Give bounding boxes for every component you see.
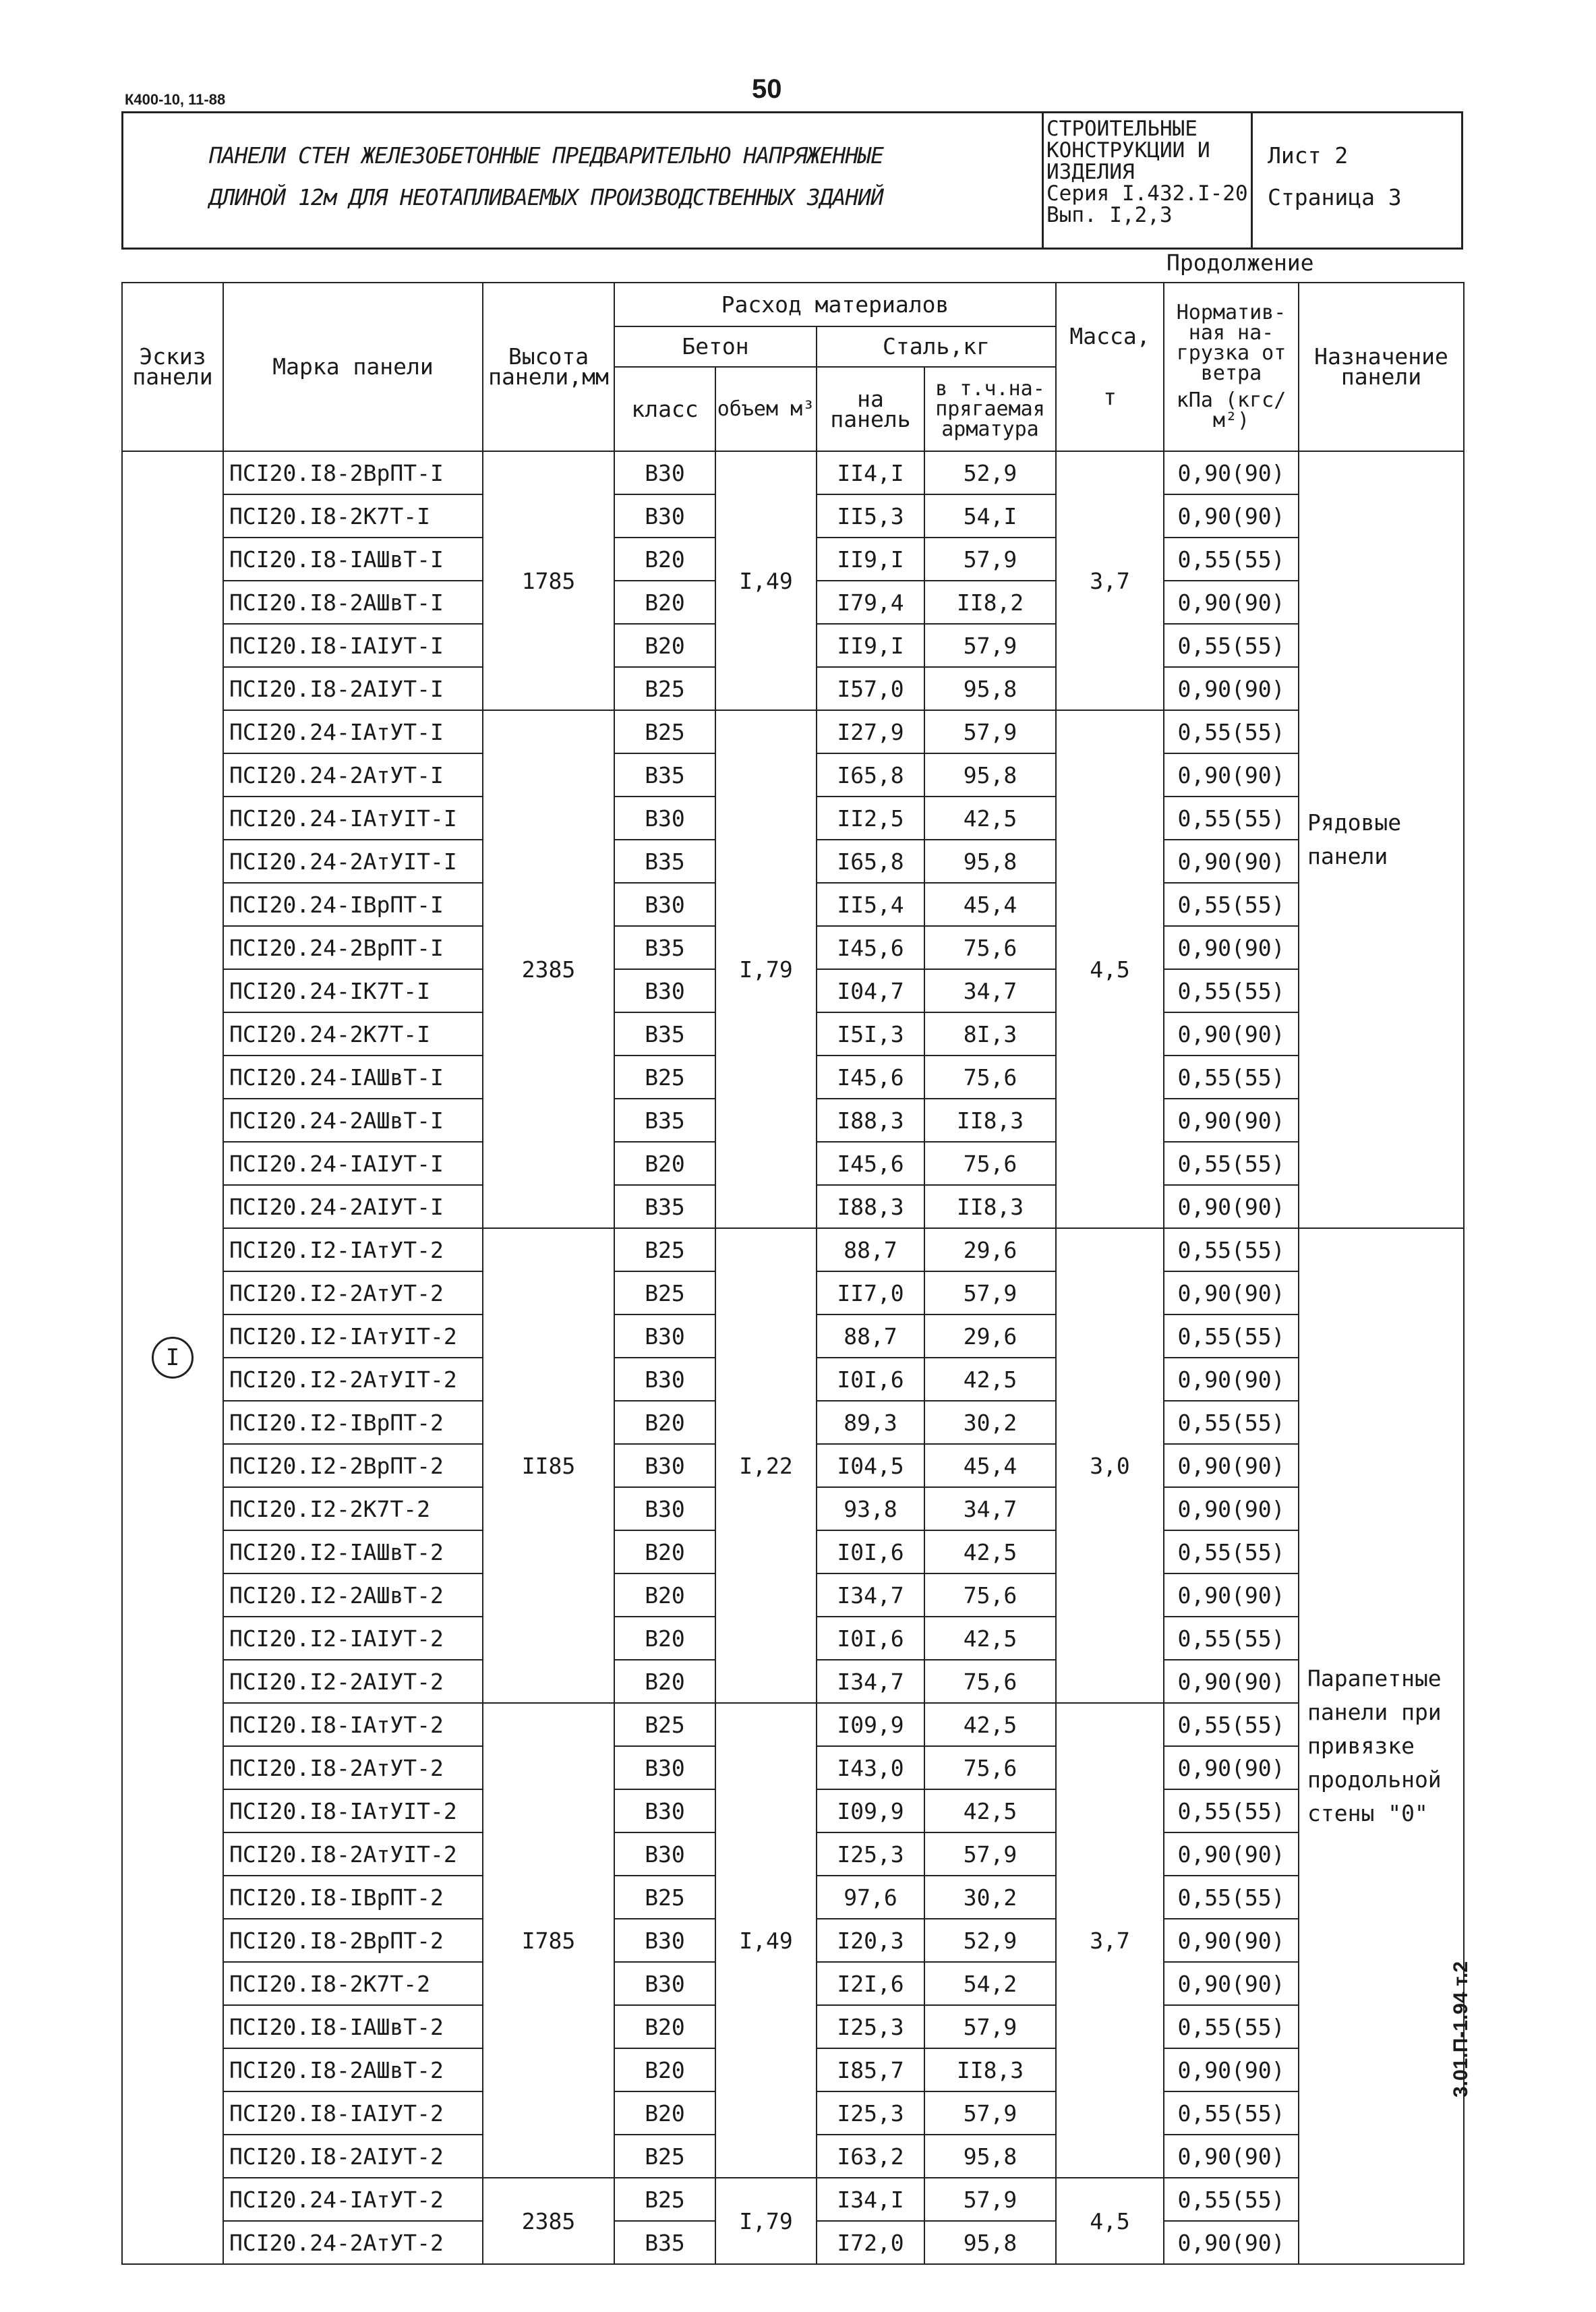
prestressed-cell: 42,5 <box>924 797 1056 840</box>
wind-load-cell: 0,90(90) <box>1164 753 1299 797</box>
header-steel: Сталь,кг <box>817 326 1056 367</box>
mark-cell: ПСI20.I8-IАIУТ-I <box>223 624 483 667</box>
steel-cell: I88,3 <box>817 1099 924 1142</box>
mark-cell: ПСI20.I8-2К7Т-I <box>223 494 483 538</box>
wind-load-cell: 0,90(90) <box>1164 1358 1299 1401</box>
purpose-parapet: Парапетные панели при привязке продольной стены "0" <box>1299 1228 1464 2264</box>
class-cell: В20 <box>614 624 715 667</box>
steel-cell: I65,8 <box>817 753 924 797</box>
wind-load-cell: 0,90(90) <box>1164 1832 1299 1876</box>
mark-cell: ПСI20.24-2АтУТ-2 <box>223 2221 483 2264</box>
continuation-label: Продолжение <box>1166 250 1314 276</box>
prestressed-cell: 45,4 <box>924 883 1056 926</box>
prestressed-cell: 57,9 <box>924 710 1056 753</box>
wind-load-cell: 0,90(90) <box>1164 1919 1299 1962</box>
prestressed-cell: 57,9 <box>924 2005 1056 2048</box>
volume-cell: I,79 <box>715 2178 817 2264</box>
prestressed-cell: 75,6 <box>924 1746 1056 1789</box>
class-cell: В30 <box>614 1789 715 1832</box>
class-cell: В25 <box>614 1228 715 1271</box>
steel-cell: I2I,6 <box>817 1962 924 2005</box>
wind-load-cell: 0,55(55) <box>1164 1703 1299 1746</box>
wind-load-cell: 0,55(55) <box>1164 1142 1299 1185</box>
series-label: Серия I.432.I-20 <box>1046 181 1248 206</box>
class-cell: В20 <box>614 1401 715 1444</box>
steel-cell: I25,3 <box>817 2091 924 2135</box>
steel-cell: II5,3 <box>817 494 924 538</box>
steel-cell: 97,6 <box>817 1876 924 1919</box>
steel-cell: I0I,6 <box>817 1617 924 1660</box>
class-cell: В25 <box>614 667 715 710</box>
page-number: 50 <box>752 74 782 104</box>
steel-cell: I0I,6 <box>817 1358 924 1401</box>
mark-cell: ПСI20.I8-2ВрПТ-I <box>223 451 483 494</box>
prestressed-cell: 95,8 <box>924 2221 1056 2264</box>
document-code: К400-10, 11-88 <box>125 91 226 108</box>
class-cell: В30 <box>614 883 715 926</box>
class-cell: В30 <box>614 1746 715 1789</box>
class-cell: В35 <box>614 1099 715 1142</box>
prestressed-cell: 54,I <box>924 494 1056 538</box>
header-wind-unit: кПа (кгс/м²) <box>1176 388 1287 432</box>
steel-cell: I34,7 <box>817 1573 924 1617</box>
sheet-block <box>1268 135 1402 219</box>
class-cell: В35 <box>614 1012 715 1056</box>
wind-load-cell: 0,90(90) <box>1164 2048 1299 2091</box>
mark-cell: ПСI20.24-2АтУIТ-I <box>223 840 483 883</box>
mark-cell: ПСI20.24-IВрПТ-I <box>223 883 483 926</box>
wind-load-cell: 0,90(90) <box>1164 1099 1299 1142</box>
class-cell: В30 <box>614 1832 715 1876</box>
wind-load-cell: 0,55(55) <box>1164 1401 1299 1444</box>
prestressed-cell: 54,2 <box>924 1962 1056 2005</box>
steel-cell: I09,9 <box>817 1703 924 1746</box>
prestressed-cell: 42,5 <box>924 1789 1056 1832</box>
steel-cell: 93,8 <box>817 1487 924 1530</box>
prestressed-cell: 34,7 <box>924 1487 1056 1530</box>
prestressed-cell: 57,9 <box>924 2091 1056 2135</box>
steel-cell: 88,7 <box>817 1228 924 1271</box>
class-cell: В30 <box>614 797 715 840</box>
wind-load-cell: 0,55(55) <box>1164 710 1299 753</box>
wind-load-cell: 0,90(90) <box>1164 494 1299 538</box>
wind-load-cell: 0,90(90) <box>1164 2135 1299 2178</box>
header-height: Высота панели,мм <box>483 283 614 451</box>
steel-cell: I04,7 <box>817 969 924 1012</box>
class-cell: В20 <box>614 1142 715 1185</box>
prestressed-cell: II8,3 <box>924 1185 1056 1228</box>
mark-cell: ПСI20.I2-2АтУТ-2 <box>223 1271 483 1314</box>
mark-cell: ПСI20.I2-2ВрПТ-2 <box>223 1444 483 1487</box>
category-line: ИЗДЕЛИЯ <box>1046 160 1135 184</box>
prestressed-cell: 75,6 <box>924 1660 1056 1703</box>
wind-load-cell: 0,55(55) <box>1164 1228 1299 1271</box>
mark-cell: ПСI20.24-2АIУТ-I <box>223 1185 483 1228</box>
mark-cell: ПСI20.I2-IАIУТ-2 <box>223 1617 483 1660</box>
mark-cell: ПСI20.24-2АШвТ-I <box>223 1099 483 1142</box>
table-row <box>122 451 1464 494</box>
mark-cell: ПСI20.I2-IАШвТ-2 <box>223 1530 483 1573</box>
mass-cell: 3,7 <box>1056 451 1164 710</box>
prestressed-cell: 8I,3 <box>924 1012 1056 1056</box>
prestressed-cell: 42,5 <box>924 1703 1056 1746</box>
header-wind-label: Норматив-ная на-грузка от ветра <box>1176 301 1287 385</box>
class-cell: В20 <box>614 1660 715 1703</box>
wind-load-cell: 0,90(90) <box>1164 581 1299 624</box>
steel-cell: I27,9 <box>817 710 924 753</box>
class-cell: В20 <box>614 1617 715 1660</box>
steel-cell: I5I,3 <box>817 1012 924 1056</box>
steel-cell: II9,I <box>817 538 924 581</box>
steel-cell: I34,7 <box>817 1660 924 1703</box>
wind-load-cell: 0,55(55) <box>1164 1789 1299 1832</box>
steel-cell: I34,I <box>817 2178 924 2221</box>
steel-cell: I88,3 <box>817 1185 924 1228</box>
class-cell: В20 <box>614 538 715 581</box>
prestressed-cell: II8,3 <box>924 2048 1056 2091</box>
mark-cell: ПСI20.I8-IАШвТ-2 <box>223 2005 483 2048</box>
mark-cell: ПСI20.I8-2АШвТ-I <box>223 581 483 624</box>
prestressed-cell: 57,9 <box>924 1271 1056 1314</box>
mark-cell: ПСI20.24-2АтУТ-I <box>223 753 483 797</box>
mark-cell: ПСI20.I2-IАтУТ-2 <box>223 1228 483 1271</box>
sheet-label: Лист 2 <box>1268 142 1349 169</box>
class-cell: В20 <box>614 1573 715 1617</box>
mass-cell: 3,7 <box>1056 1703 1164 2178</box>
title-divider <box>1251 111 1253 250</box>
class-cell: В30 <box>614 1962 715 2005</box>
prestressed-cell: II8,2 <box>924 581 1056 624</box>
class-cell: В20 <box>614 1530 715 1573</box>
prestressed-cell: 30,2 <box>924 1876 1056 1919</box>
table-row <box>122 1703 1464 1746</box>
purpose-ordinary: Рядовые панели <box>1299 451 1464 1228</box>
wind-load-cell: 0,55(55) <box>1164 2005 1299 2048</box>
steel-cell: I25,3 <box>817 2005 924 2048</box>
steel-cell: I72,0 <box>817 2221 924 2264</box>
wind-load-cell: 0,55(55) <box>1164 1530 1299 1573</box>
class-cell: В25 <box>614 2135 715 2178</box>
height-cell: 2385 <box>483 710 614 1228</box>
wind-load-cell: 0,55(55) <box>1164 2091 1299 2135</box>
mass-cell: 3,0 <box>1056 1228 1164 1703</box>
wind-load-cell: 0,55(55) <box>1164 1056 1299 1099</box>
wind-load-cell: 0,90(90) <box>1164 1271 1299 1314</box>
category-line: КОНСТРУКЦИИ И <box>1046 138 1210 163</box>
steel-cell: II7,0 <box>817 1271 924 1314</box>
steel-cell: I25,3 <box>817 1832 924 1876</box>
height-cell: I785 <box>483 1703 614 2178</box>
mark-cell: ПСI20.24-IАIУТ-I <box>223 1142 483 1185</box>
volume-cell: I,79 <box>715 710 817 1228</box>
header-wind-load <box>1164 283 1299 451</box>
class-cell: В25 <box>614 2178 715 2221</box>
class-cell: В25 <box>614 1056 715 1099</box>
steel-cell: II2,5 <box>817 797 924 840</box>
steel-cell: I63,2 <box>817 2135 924 2178</box>
wind-load-cell: 0,90(90) <box>1164 1185 1299 1228</box>
category-block <box>1046 118 1248 226</box>
steel-cell: I04,5 <box>817 1444 924 1487</box>
wind-load-cell: 0,90(90) <box>1164 1962 1299 2005</box>
title-line: ДЛИНОЙ 12м ДЛЯ НЕОТАПЛИВАЕМЫХ ПРОИЗВОДСТВЕННЫХ ЗДАНИЙ <box>209 184 883 210</box>
wind-load-cell: 0,90(90) <box>1164 1573 1299 1617</box>
header-concrete: Бетон <box>614 326 817 367</box>
prestressed-cell: 95,8 <box>924 840 1056 883</box>
header-sketch: Эскиз панели <box>122 283 223 451</box>
steel-cell: II9,I <box>817 624 924 667</box>
class-cell: В20 <box>614 2091 715 2135</box>
header-class: класс <box>614 367 715 451</box>
mark-cell: ПСI20.I8-IАШвТ-I <box>223 538 483 581</box>
steel-cell: I45,6 <box>817 926 924 969</box>
prestressed-cell: 30,2 <box>924 1401 1056 1444</box>
class-cell: В35 <box>614 1185 715 1228</box>
mark-cell: ПСI20.I8-2АтУТ-2 <box>223 1746 483 1789</box>
height-cell: 2385 <box>483 2178 614 2264</box>
wind-load-cell: 0,90(90) <box>1164 2221 1299 2264</box>
prestressed-cell: 95,8 <box>924 667 1056 710</box>
title-line: ПАНЕЛИ СТЕН ЖЕЛЕЗОБЕТОННЫЕ ПРЕДВАРИТЕЛЬНО НАПРЯЖЕННЫЕ <box>209 142 883 169</box>
wind-load-cell: 0,90(90) <box>1164 840 1299 883</box>
header-per-panel: на панель <box>817 367 924 451</box>
wind-load-cell: 0,55(55) <box>1164 538 1299 581</box>
volume-cell: I,22 <box>715 1228 817 1703</box>
prestressed-cell: 75,6 <box>924 1142 1056 1185</box>
mass-cell: 4,5 <box>1056 710 1164 1228</box>
header-prestressed: в т.ч.на-прягаемая арматура <box>924 367 1056 451</box>
class-cell: В30 <box>614 969 715 1012</box>
steel-cell: II4,I <box>817 451 924 494</box>
class-cell: В30 <box>614 1919 715 1962</box>
prestressed-cell: 57,9 <box>924 624 1056 667</box>
wind-load-cell: 0,55(55) <box>1164 2178 1299 2221</box>
wind-load-cell: 0,90(90) <box>1164 667 1299 710</box>
volume-cell: I,49 <box>715 1703 817 2178</box>
height-cell: 1785 <box>483 451 614 710</box>
mark-cell: ПСI20.I2-2АШвТ-2 <box>223 1573 483 1617</box>
mark-cell: ПСI20.I8-2АIУТ-2 <box>223 2135 483 2178</box>
class-cell: В35 <box>614 2221 715 2264</box>
wind-load-cell: 0,55(55) <box>1164 1876 1299 1919</box>
steel-cell: I0I,6 <box>817 1530 924 1573</box>
wind-load-cell: 0,55(55) <box>1164 1314 1299 1358</box>
wind-load-cell: 0,90(90) <box>1164 926 1299 969</box>
steel-cell: 88,7 <box>817 1314 924 1358</box>
side-code: 3.01.П-1.94 т.2 <box>1450 1961 1472 2098</box>
header-mass-unit: т <box>1103 384 1117 410</box>
class-cell: В35 <box>614 926 715 969</box>
header-mass-label: Масса, <box>1069 323 1150 349</box>
steel-cell: I20,3 <box>817 1919 924 1962</box>
mark-cell: ПСI20.I2-2АтУIТ-2 <box>223 1358 483 1401</box>
prestressed-cell: 57,9 <box>924 1832 1056 1876</box>
wind-load-cell: 0,55(55) <box>1164 1617 1299 1660</box>
steel-cell: 89,3 <box>817 1401 924 1444</box>
mark-cell: ПСI20.24-IАтУТ-2 <box>223 2178 483 2221</box>
mark-cell: ПСI20.24-2К7Т-I <box>223 1012 483 1056</box>
height-cell: II85 <box>483 1228 614 1703</box>
class-cell: В30 <box>614 1444 715 1487</box>
title-divider <box>1042 111 1044 250</box>
volume-cell: I,49 <box>715 451 817 710</box>
class-cell: В25 <box>614 1703 715 1746</box>
mark-cell: ПСI20.I2-IАтУIТ-2 <box>223 1314 483 1358</box>
mass-cell: 4,5 <box>1056 2178 1164 2264</box>
document-title <box>209 135 883 219</box>
wind-load-cell: 0,55(55) <box>1164 969 1299 1012</box>
mark-cell: ПСI20.I8-2АIУТ-I <box>223 667 483 710</box>
class-cell: В25 <box>614 1271 715 1314</box>
mark-cell: ПСI20.24-IАтУТ-I <box>223 710 483 753</box>
class-cell: В30 <box>614 1487 715 1530</box>
prestressed-cell: 95,8 <box>924 2135 1056 2178</box>
prestressed-cell: 42,5 <box>924 1358 1056 1401</box>
mark-cell: ПСI20.I2-2К7Т-2 <box>223 1487 483 1530</box>
mark-cell: ПСI20.I8-IВрПТ-2 <box>223 1876 483 1919</box>
class-cell: В20 <box>614 581 715 624</box>
wind-load-cell: 0,90(90) <box>1164 1746 1299 1789</box>
wind-load-cell: 0,90(90) <box>1164 1487 1299 1530</box>
mark-cell: ПСI20.24-IАтУIТ-I <box>223 797 483 840</box>
page-label: Страница 3 <box>1268 184 1402 210</box>
steel-cell: I43,0 <box>817 1746 924 1789</box>
prestressed-cell: 42,5 <box>924 1617 1056 1660</box>
table-row <box>122 1228 1464 1271</box>
table-row <box>122 710 1464 753</box>
steel-cell: I85,7 <box>817 2048 924 2091</box>
mark-cell: ПСI20.I8-IАтУIТ-2 <box>223 1789 483 1832</box>
steel-cell: I79,4 <box>817 581 924 624</box>
prestressed-cell: 52,9 <box>924 1919 1056 1962</box>
mark-cell: ПСI20.24-IАШвТ-I <box>223 1056 483 1099</box>
mark-cell: ПСI20.I8-IАIУТ-2 <box>223 2091 483 2135</box>
steel-cell: I45,6 <box>817 1056 924 1099</box>
steel-cell: I09,9 <box>817 1789 924 1832</box>
wind-load-cell: 0,55(55) <box>1164 624 1299 667</box>
class-cell: В20 <box>614 2048 715 2091</box>
mark-cell: ПСI20.24-IК7Т-I <box>223 969 483 1012</box>
class-cell: В25 <box>614 1876 715 1919</box>
prestressed-cell: 57,9 <box>924 538 1056 581</box>
mark-cell: ПСI20.I8-2АтУIТ-2 <box>223 1832 483 1876</box>
wind-load-cell: 0,90(90) <box>1164 1444 1299 1487</box>
steel-cell: I57,0 <box>817 667 924 710</box>
prestressed-cell: 29,6 <box>924 1228 1056 1271</box>
prestressed-cell: 75,6 <box>924 1056 1056 1099</box>
table-row <box>122 2178 1464 2221</box>
category-line: СТРОИТЕЛЬНЫЕ <box>1046 117 1198 141</box>
class-cell: В20 <box>614 2005 715 2048</box>
prestressed-cell: 45,4 <box>924 1444 1056 1487</box>
prestressed-cell: 57,9 <box>924 2178 1056 2221</box>
class-cell: В35 <box>614 753 715 797</box>
class-cell: В30 <box>614 1358 715 1401</box>
panel-table <box>121 282 1465 2265</box>
header-volume: объем м³ <box>715 367 817 451</box>
class-cell: В30 <box>614 494 715 538</box>
prestressed-cell: 29,6 <box>924 1314 1056 1358</box>
wind-load-cell: 0,90(90) <box>1164 1660 1299 1703</box>
steel-cell: II5,4 <box>817 883 924 926</box>
mark-cell: ПСI20.I2-2АIУТ-2 <box>223 1660 483 1703</box>
wind-load-cell: 0,55(55) <box>1164 883 1299 926</box>
sketch-circle-label: I <box>152 1337 194 1379</box>
class-cell: В30 <box>614 451 715 494</box>
class-cell: В25 <box>614 710 715 753</box>
mark-cell: ПСI20.I8-IАтУТ-2 <box>223 1703 483 1746</box>
mark-cell: ПСI20.24-2ВрПТ-I <box>223 926 483 969</box>
prestressed-cell: 75,6 <box>924 1573 1056 1617</box>
prestressed-cell: 75,6 <box>924 926 1056 969</box>
prestressed-cell: 95,8 <box>924 753 1056 797</box>
steel-cell: I45,6 <box>817 1142 924 1185</box>
prestressed-cell: 42,5 <box>924 1530 1056 1573</box>
mark-cell: ПСI20.I8-2ВрПТ-2 <box>223 1919 483 1962</box>
wind-load-cell: 0,55(55) <box>1164 797 1299 840</box>
prestressed-cell: II8,3 <box>924 1099 1056 1142</box>
mark-cell: ПСI20.I2-IВрПТ-2 <box>223 1401 483 1444</box>
header-purpose: Назначение панели <box>1299 283 1464 451</box>
issue-label: Вып. I,2,3 <box>1046 203 1173 227</box>
header-materials: Расход материалов <box>614 283 1056 326</box>
class-cell: В30 <box>614 1314 715 1358</box>
class-cell: В35 <box>614 840 715 883</box>
steel-cell: I65,8 <box>817 840 924 883</box>
wind-load-cell: 0,90(90) <box>1164 451 1299 494</box>
prestressed-cell: 52,9 <box>924 451 1056 494</box>
wind-load-cell: 0,90(90) <box>1164 1012 1299 1056</box>
mark-cell: ПСI20.I8-2АШвТ-2 <box>223 2048 483 2091</box>
header-mark: Марка панели <box>223 283 483 451</box>
header-mass <box>1056 283 1164 451</box>
mark-cell: ПСI20.I8-2К7Т-2 <box>223 1962 483 2005</box>
prestressed-cell: 34,7 <box>924 969 1056 1012</box>
sketch-cell <box>122 451 223 2264</box>
